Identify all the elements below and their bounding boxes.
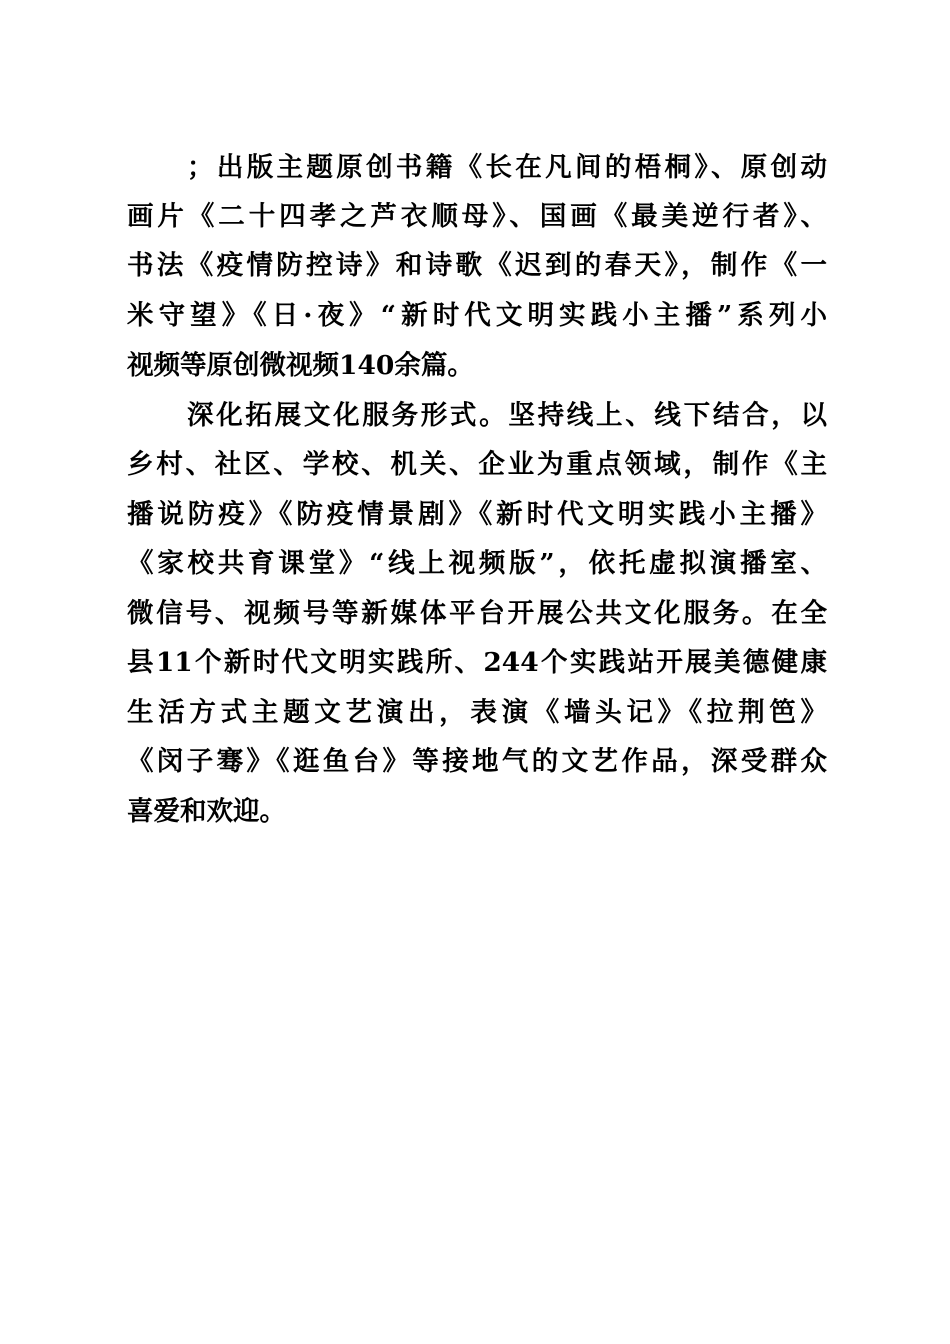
paragraph-1-line-4: 米守望》《日·夜》“新时代文明实践小主播”系列小 [127, 300, 827, 331]
paragraph-2-line-1: 深化拓展文化服务形式。坚持线上、线下结合，以 [187, 400, 827, 431]
paragraph-1-line-2: 画片《二十四孝之芦衣顺母》、国画《最美逆行者》、 [127, 201, 827, 232]
paragraph-2-line-2: 乡村、社区、学校、机关、企业为重点领域，制作《主 [127, 449, 827, 480]
paragraph-1-line-3: 书法《疫情防控诗》和诗歌《迟到的春天》，制作《一 [127, 250, 827, 281]
paragraph-2-line-8: 《闵子骞》《逛鱼台》等接地气的文艺作品，深受群众 [127, 746, 827, 777]
paragraph-1-line-5: 视频等原创微视频140余篇。 [127, 350, 474, 381]
paragraph-1-line-1: ；出版主题原创书籍《长在凡间的梧桐》、原创动 [187, 152, 827, 183]
paragraph-2-line-9: 喜爱和欢迎。 [127, 796, 286, 827]
paragraph-2-line-3: 播说防疫》《防疫情景剧》《新时代文明实践小主播》 [127, 499, 827, 530]
paragraph-2-line-7: 生活方式主题文艺演出，表演《墙头记》《拉荆笆》 [127, 697, 827, 728]
paragraph-2-line-5: 微信号、视频号等新媒体平台开展公共文化服务。在全 [127, 598, 827, 629]
paragraph-2-line-6: 县11个新时代文明实践所、244个实践站开展美德健康 [127, 647, 827, 678]
paragraph-2-line-4: 《家校共育课堂》“线上视频版”，依托虚拟演播室、 [127, 548, 827, 579]
